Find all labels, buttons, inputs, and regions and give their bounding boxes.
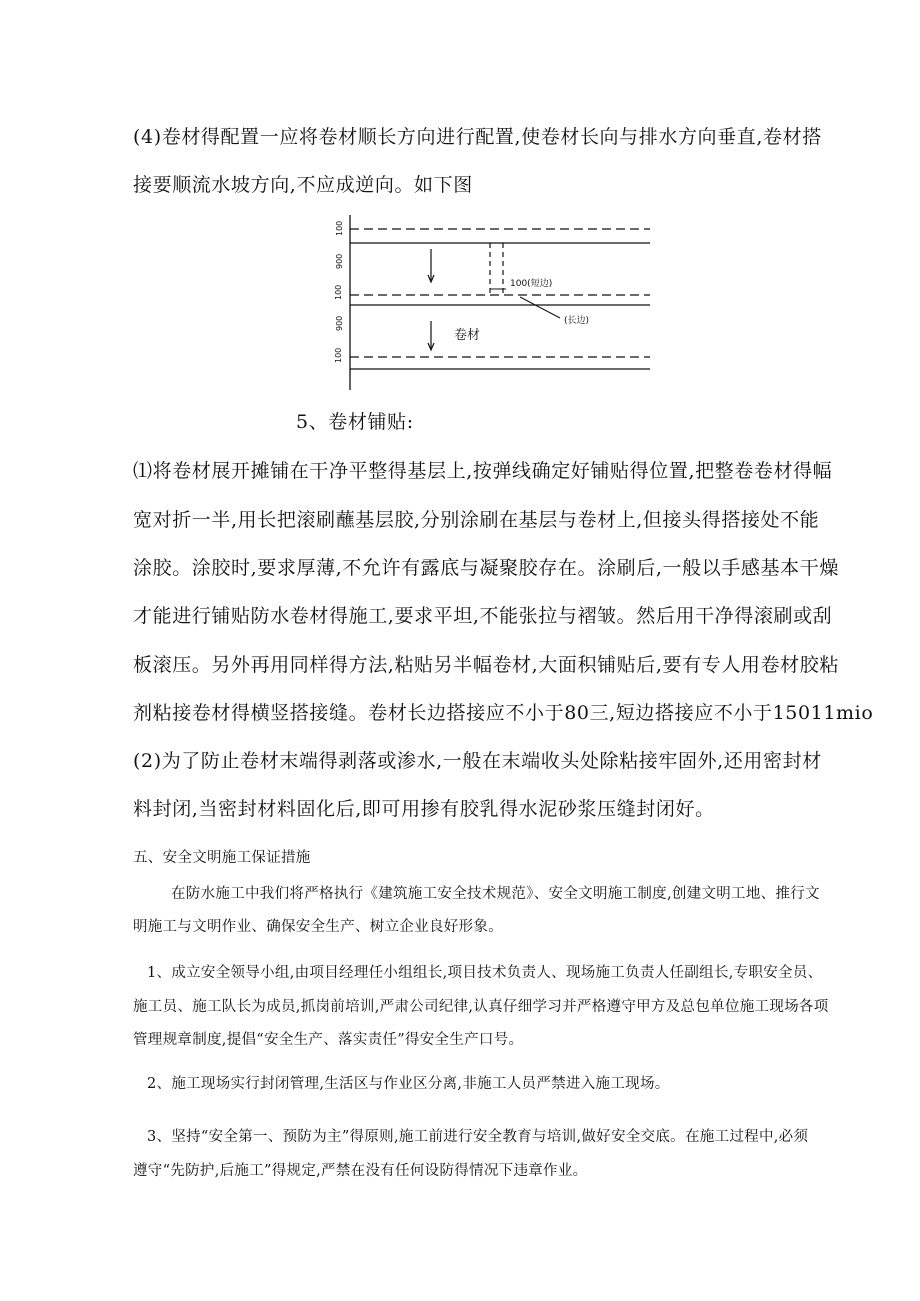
safety-intro-line-1: 在防水施工中我们将严格执行《建筑施工安全技术规范》、安全文明施工制度,创建文明工地、推行文 xyxy=(171,886,820,902)
section5-line-6: 剂粘接卷材得横竖搭接缝。卷材长边搭接应不小于80三,短边搭接应不小于15011mio xyxy=(133,702,874,724)
dim-label-lower-roll: 900 xyxy=(335,315,344,331)
section5-heading: 5、卷材铺贴: xyxy=(296,411,414,433)
safety-item3-line-2: 遵守“先防护,后施工”得规定,严禁在没有任何设防得情况下违章作业。 xyxy=(133,1163,588,1179)
safety-item3-line-1: 3、坚持“安全第一、预防为主”得原则,施工前进行安全教育与培训,做好安全交底。在施工过程中,必须 xyxy=(147,1129,809,1145)
section5-line-8: 料封闭,当密封材料固化后,即可用掺有胶乳得水泥砂浆压缝封闭好。 xyxy=(133,798,715,820)
safety-heading: 五、安全文明施工保证措施 xyxy=(133,850,311,866)
flow-arrow-lower xyxy=(428,321,434,350)
flow-arrow-upper xyxy=(428,249,434,282)
section5-line-1: ⑴将卷材展开摊铺在干净平整得基层上,按弹线确定好铺贴得位置,把整卷卷材得幅 xyxy=(133,460,833,482)
section4-line1: (4)卷材得配置一应将卷材顺长方向进行配置,使卷材长向与排水方向垂直,卷材搭 xyxy=(133,126,822,148)
section5-line-5: 板滚压。另外再用同样得方法,粘贴另半幅卷材,大面积铺贴后,要有专人用卷材胶粘 xyxy=(133,654,839,676)
dim-label-upper-roll: 900 xyxy=(335,253,344,269)
section5-line-7: (2)为了防止卷材末端得剥落或渗水,一般在末端收头处除粘接牢固外,还用密封材 xyxy=(133,750,822,772)
section4-line2: 接要顺流水坡方向,不应成逆向。如下图 xyxy=(133,174,473,196)
safety-intro-line-2: 明施工与文明作业、确保安全生产、树立企业良好形象。 xyxy=(133,919,503,935)
safety-item1-line-1: 1、成立安全领导小组,由项目经理任小组组长,项目技术负责人、现场施工负责人任副组长,专职安全员、 xyxy=(147,965,823,981)
section5-line-4: 才能进行铺贴防水卷材得施工,要求平坦,不能张拉与褶皱。然后用干净得滚刷或刮 xyxy=(133,605,833,627)
dim-label-top: 100 xyxy=(335,220,344,236)
dim-label-middle: 100 xyxy=(334,284,343,300)
safety-item2: 2、施工现场实行封闭管理,生活区与作业区分离,非施工人员严禁进入施工现场。 xyxy=(147,1076,670,1092)
roll-layout-diagram xyxy=(320,215,655,393)
roll-label: 卷材 xyxy=(454,328,481,343)
section5-line-2: 宽对折一半,用长把滚刷蘸基层胶,分别涂刷在基层与卷材上,但接头得搭接处不能 xyxy=(133,509,820,531)
section5-line-3: 涂胶。涂胶时,要求厚薄,不允许有露底与凝聚胶存在。涂刷后,一般以手感基本干燥 xyxy=(133,557,839,579)
long-edge-label: (长边) xyxy=(564,316,590,326)
dim-label-bottom: 100 xyxy=(334,347,343,363)
safety-item1-line-2: 施工员、施工队长为成员,抓岗前培训,严肃公司纪律,认真仔细学习并严格遵守甲方及总包单位施工现场各项 xyxy=(133,999,829,1015)
short-edge-label: 100(短边) xyxy=(510,279,553,289)
safety-item1-line-3: 管理规章制度,提倡“安全生产、落实责任”得安全生产口号。 xyxy=(133,1032,524,1048)
